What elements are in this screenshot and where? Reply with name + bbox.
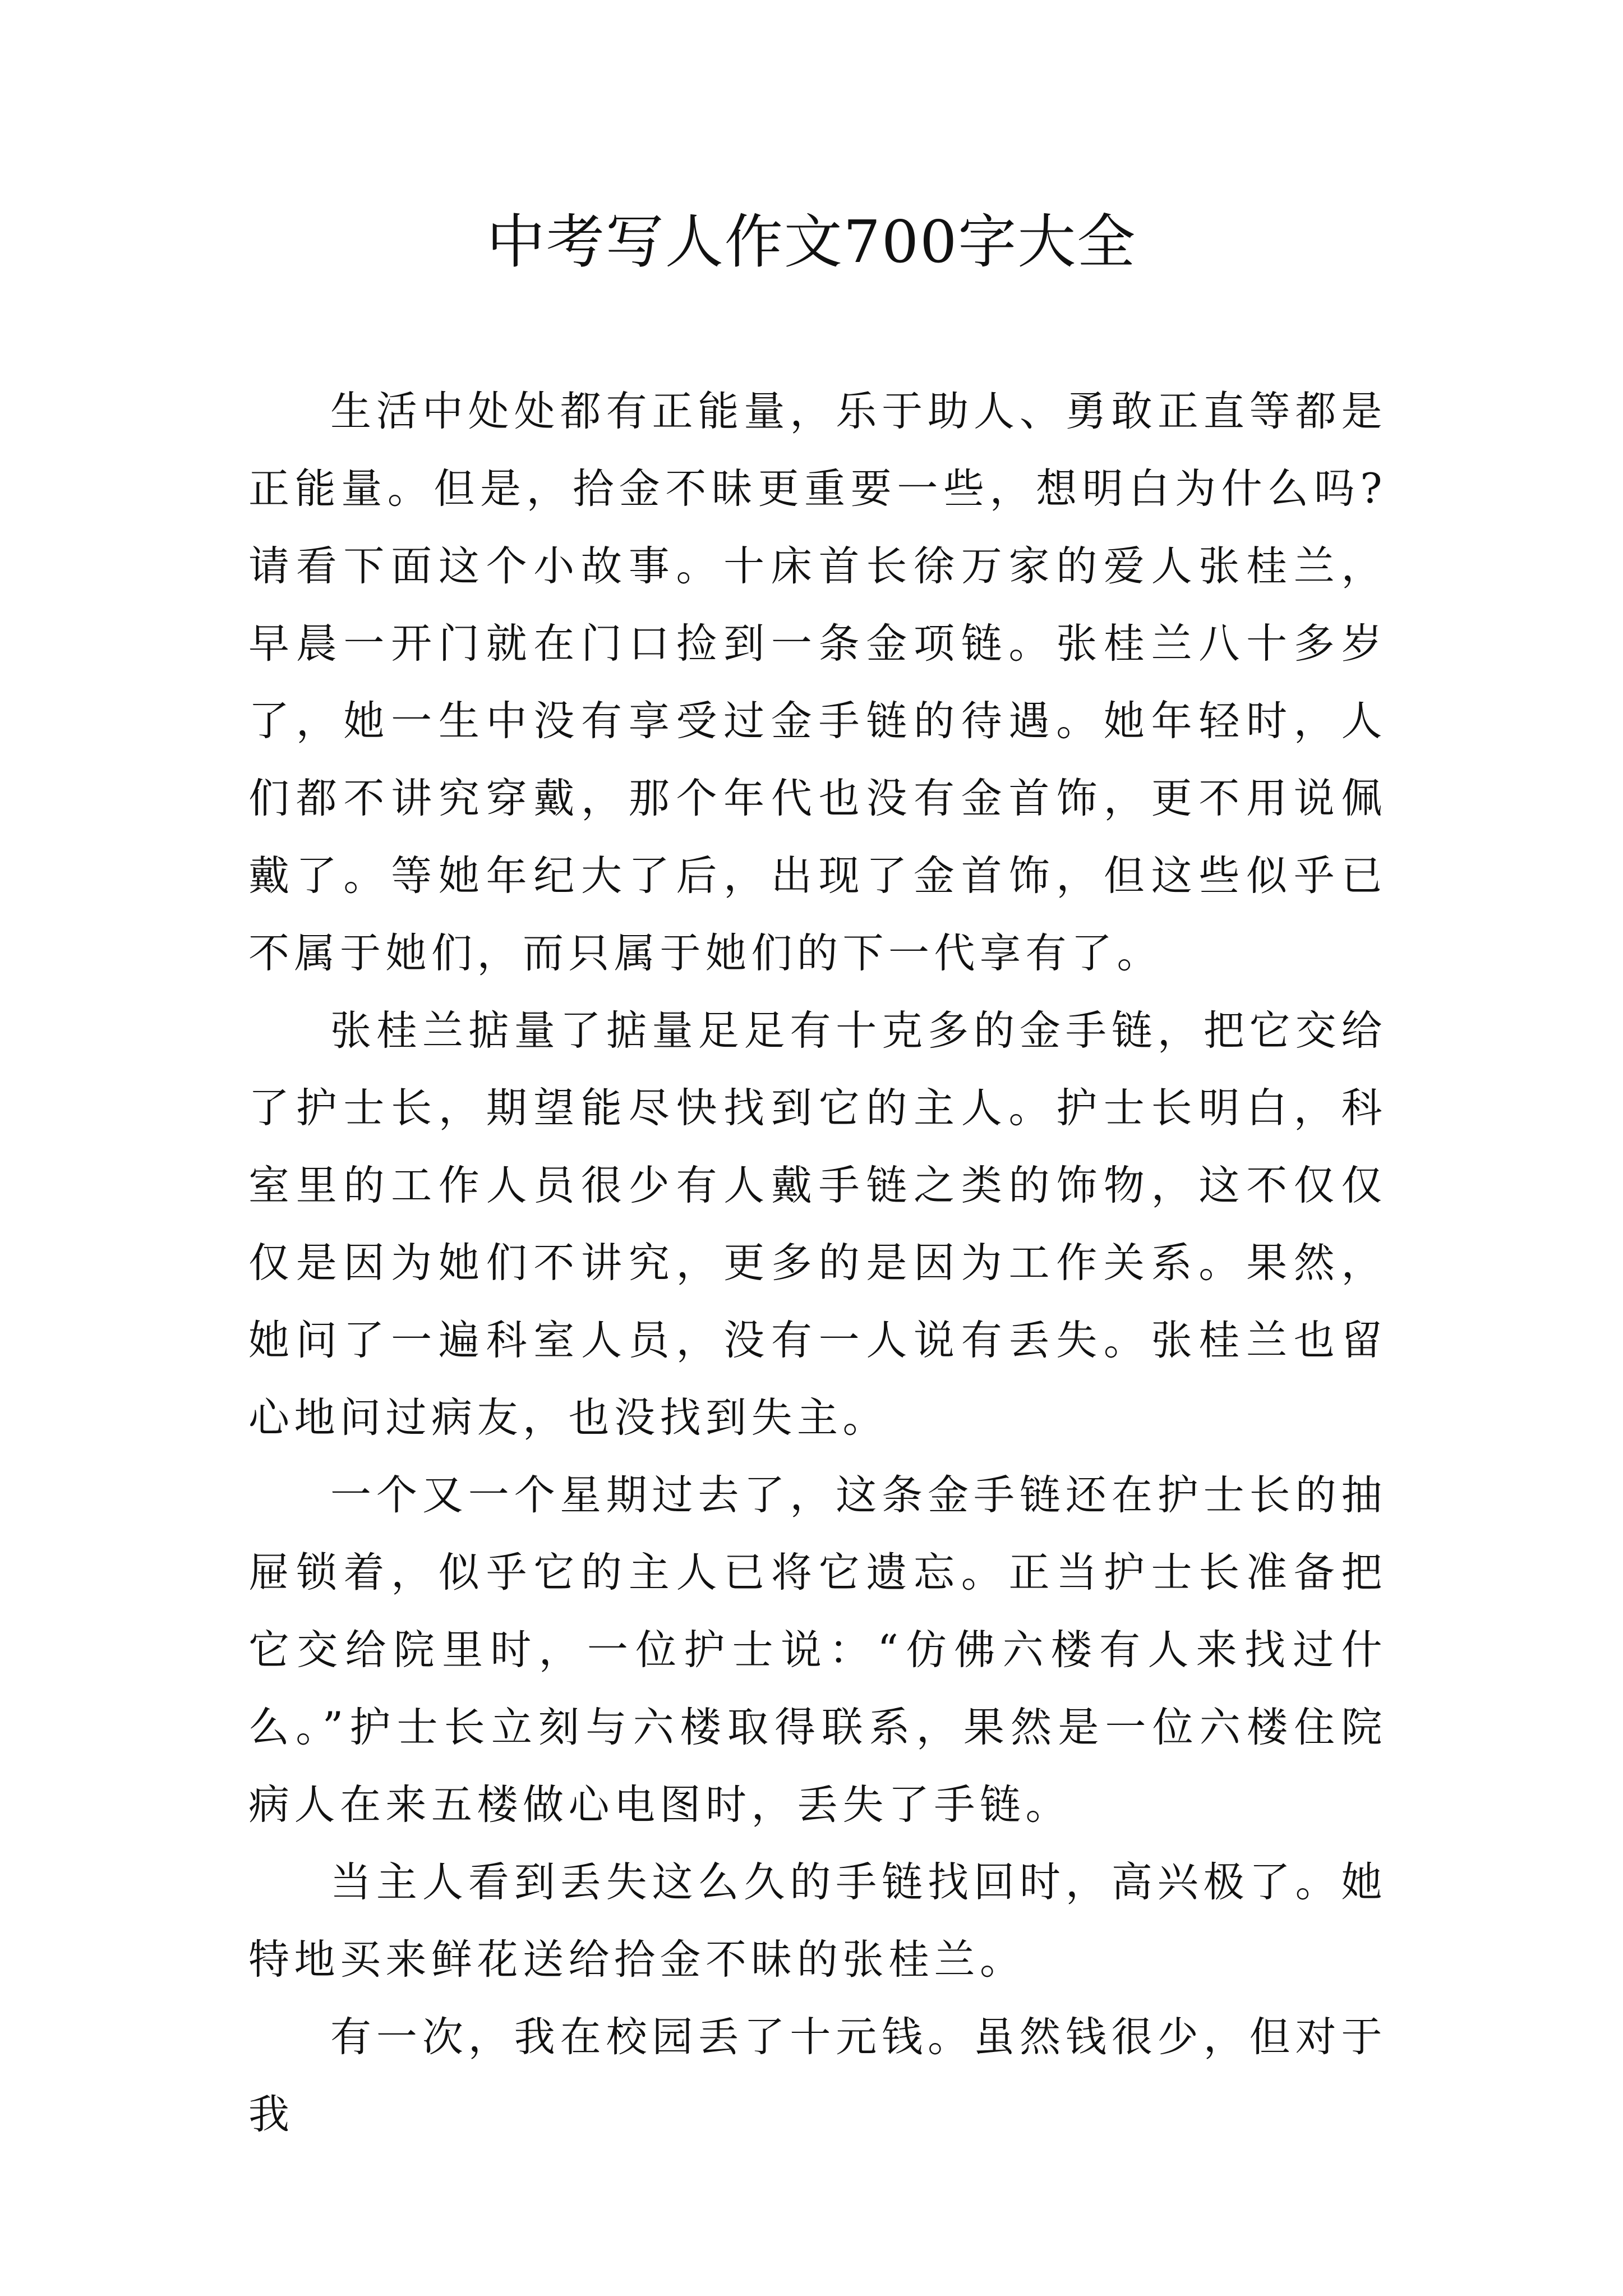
paragraph-5: 有一次，我在校园丢了十元钱。虽然钱很少，但对于我 [248,2013,1387,2138]
paragraph-4: 当主人看到丢失这么久的手链找回时，高兴极了。她特地买来鲜花送给拾金不昧的张桂兰。 [248,1858,1387,1984]
document-body [248,373,1387,2154]
paragraph-3: 一个又一个星期过去了，这条金手链还在护士长的抽屉锁着，似乎它的主人已将它遗忘。正当护士长准备把它交给院里时，一位护士说：“仿佛六楼有人来找过什么。”护士长立刻与六楼取得联系，果然是一位六楼住院病人在来五楼做心电图时，丢失了手链。 [248,1471,1387,1829]
paragraph-2: 张桂兰掂量了掂量足足有十克多的金手链，把它交给了护士长，期望能尽快找到它的主人。护士长明白，科室里的工作人员很少有人戴手链之类的饰物，这不仅仅仅是因为她们不讲究，更多的是因为工作关系。果然，她问了一遍科室人员，没有一人说有丢失。张桂兰也留心地问过病友，也没找到失主。 [248,1007,1387,1442]
paragraph-1: 生活中处处都有正能量，乐于助人、勇敢正直等都是正能量。但是，拾金不昧更重要一些，想明白为什么吗?请看下面这个小故事。十床首长徐万家的爱人张桂兰，早晨一开门就在门口捡到一条金项链。张桂兰八十多岁了，她一生中没有享受过金手链的待遇。她年轻时，人们都不讲究穿戴，那个年代也没有金首饰，更不用说佩戴了。等她年纪大了后，出现了金首饰，但这些似乎已不属于她们，而只属于她们的下一代享有了。 [248,388,1387,977]
document-title: 中考写人作文700字大全 [486,208,1137,276]
